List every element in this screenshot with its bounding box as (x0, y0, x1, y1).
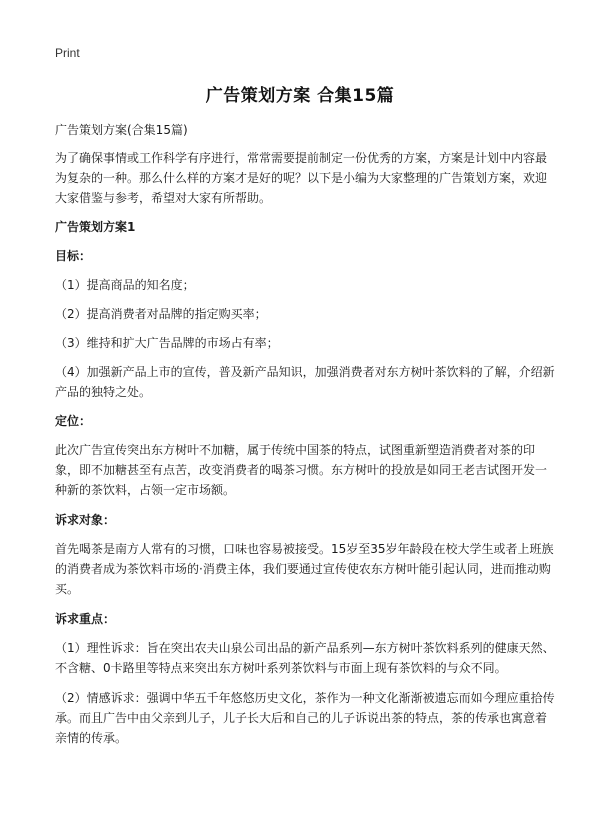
document-title: 广告策划方案 合集15篇 (205, 86, 395, 106)
goal-heading: 目标： (55, 249, 92, 263)
focus-item: （2）情感诉求：强调中华五千年悠悠历史文化，茶作为一种文化渐渐被遗忘而如今理应重拾传承。而且广告中由父亲到儿子，儿子长大后和自己的儿子诉说出茶的特点，茶的传承也寓意着亲情的传承。 (55, 691, 555, 745)
positioning-paragraph: 此次广告宣传突出东方树叶不加糖，属于传统中国茶的特点，试图重新塑造消费者对茶的印象，即不加糖甚至有点苦，改变消费者的喝茶习惯。东方树叶的投放是如同王老吉试图开发一种新的茶饮料，占领一定市场额。 (55, 443, 548, 497)
goal-item: （3）维持和扩大广告品牌的市场占有率； (55, 336, 279, 350)
section-heading: 广告策划方案1 (55, 220, 136, 234)
document-body (55, 120, 555, 758)
goal-item: （1）提高商品的知名度； (55, 278, 195, 292)
intro-paragraph: 为了确保事情或工作科学有序进行，常常需要提前制定一份优秀的方案，方案是计划中内容最为复杂的一种。那么什么样的方案才是好的呢？以下是小编为大家整理的广告策划方案，欢迎大家借鉴与参考，希望对大家有所帮助。 (55, 151, 548, 205)
audience-paragraph: 首先喝茶是南方人常有的习惯，口味也容易被接受。15岁至35岁年龄段在校大学生或者上班族的消费者成为茶饮料市场的·消费主体，我们要通过宣传使农东方树叶能引起认同，进而推动购买。 (55, 542, 554, 596)
positioning-heading: 定位： (55, 414, 92, 428)
focus-heading: 诉求重点： (55, 612, 116, 626)
focus-item: （1）理性诉求：旨在突出农夫山泉公司出品的新产品系列—东方树叶茶饮料系列的健康天然、不含糖、0卡路里等特点来突出东方树叶系列茶饮料与市面上现有茶饮料的与众不同。 (55, 641, 555, 675)
document-subtitle: 广告策划方案(合集15篇) (55, 123, 188, 137)
audience-heading: 诉求对象： (55, 513, 116, 527)
goal-item: （2）提高消费者对品牌的指定购买率； (55, 307, 267, 321)
print-link[interactable]: Print (55, 46, 80, 60)
goal-item: （4）加强新产品上市的宣传，普及新产品知识，加强消费者对东方树叶茶饮料的了解，介绍新产品的独特之处。 (55, 365, 555, 399)
